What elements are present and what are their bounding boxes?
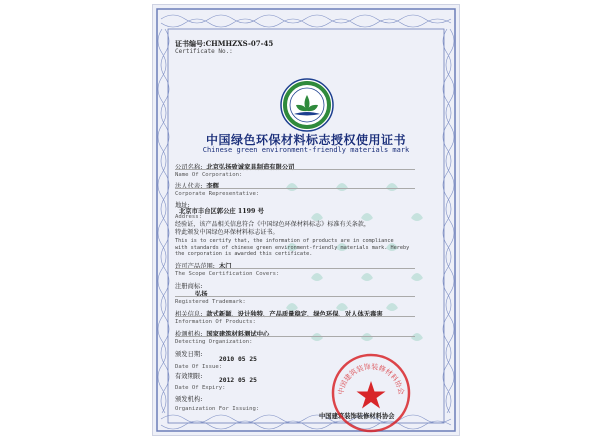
detecting-label: 检测机构:	[175, 331, 203, 338]
certificate-number-label: 证书编号:	[175, 39, 206, 48]
scope-label: 许可产品范围:	[175, 263, 215, 270]
certificate	[153, 5, 459, 435]
divider	[175, 188, 415, 189]
corporation-label-en: Name Of Corporation:	[175, 172, 243, 178]
representative-label-en: Corporate Representative:	[175, 191, 260, 197]
address-label-en: Address:	[175, 214, 202, 220]
trademark-label-en: Registered Trademark:	[175, 299, 246, 305]
certificate-number-value: CHMHZXS-07-45	[205, 39, 274, 48]
representative-label: 法人代表:	[175, 183, 203, 190]
issue-date-label: 颁发日期:	[175, 351, 203, 358]
seal-text: 中国建筑装饰装修材料协会	[336, 362, 406, 396]
issuer-label-en: Organization For Issuing:	[175, 406, 260, 412]
issue-date-label-en: Date Of Issue:	[175, 364, 223, 370]
certificate-title-en: Chinese green environment-friendly materials mark	[202, 146, 410, 154]
divider	[175, 336, 415, 337]
statement-en-line-2: with standards of chinese green environment-friendly materials mark. Hereby	[175, 244, 410, 251]
product-info-value: 款式新颖、设计独特、产品质量稳定、绿色环保、对人体无毒害	[206, 311, 383, 318]
issue-date-value-row	[215, 356, 257, 363]
statement-en-line-1: This is to certify that, the information of products are in compliance	[175, 238, 394, 244]
detecting-label-en: Detecting Organization:	[175, 339, 253, 345]
issuer-field	[175, 394, 202, 403]
issue-date-value: 2010 05 25	[219, 356, 257, 363]
product-info-label: 相关信息:	[175, 311, 203, 318]
statement-en-line-3: the corporation is awarded this certificate.	[175, 251, 313, 258]
certification-statement-cn	[175, 221, 439, 237]
watermark-pattern	[266, 168, 441, 358]
address-label: 地址:	[175, 202, 190, 209]
expiry-date-value: 2012 05 25	[219, 377, 257, 384]
address-value: 北京市丰台区郭公庄 1199 号	[179, 208, 264, 215]
issuer-label: 颁发机构:	[175, 396, 203, 403]
divider	[175, 316, 415, 317]
expiry-date-label-en: Date Of Expiry:	[175, 385, 226, 391]
issuer-value: 中国建筑装饰装修材料协会	[319, 413, 395, 420]
scope-label-en: The Scope Certification Covers:	[175, 271, 280, 277]
green-material-logo	[279, 77, 335, 133]
detecting-value: 国家建筑材料测试中心	[206, 331, 270, 338]
statement-cn-line-2: 特此颁发中国绿色环保材料标志证书。	[175, 229, 279, 236]
certification-statement-en	[175, 238, 439, 258]
product-info-label-en: Information Of Products:	[175, 319, 256, 325]
representative-value: 李辉	[206, 183, 219, 190]
certificate-number-label-en: Certificate No.:	[175, 48, 233, 55]
expiry-date-field	[175, 371, 202, 380]
divider	[175, 268, 415, 269]
divider	[175, 296, 415, 297]
scope-value: 木门	[218, 263, 232, 270]
certificate-title-cn: 中国绿色环保材料标志授权使用证书	[205, 133, 406, 147]
official-seal	[329, 351, 413, 435]
expiry-date-label: 有效期限:	[175, 373, 203, 380]
corporation-label: 公司名称:	[175, 164, 203, 171]
trademark-label: 注册商标:	[175, 283, 203, 290]
divider	[175, 169, 415, 170]
trademark-value: 弘扬	[195, 291, 208, 298]
expiry-date-value-row	[215, 377, 257, 384]
corporation-value: 北京弘扬致诚家具制造有限公司	[206, 164, 295, 171]
issue-date-field	[175, 349, 202, 358]
statement-cn-line-1: 经验证，该产品相关信息符合《中国绿色环保材料标志》标准有关条款，	[175, 221, 370, 228]
